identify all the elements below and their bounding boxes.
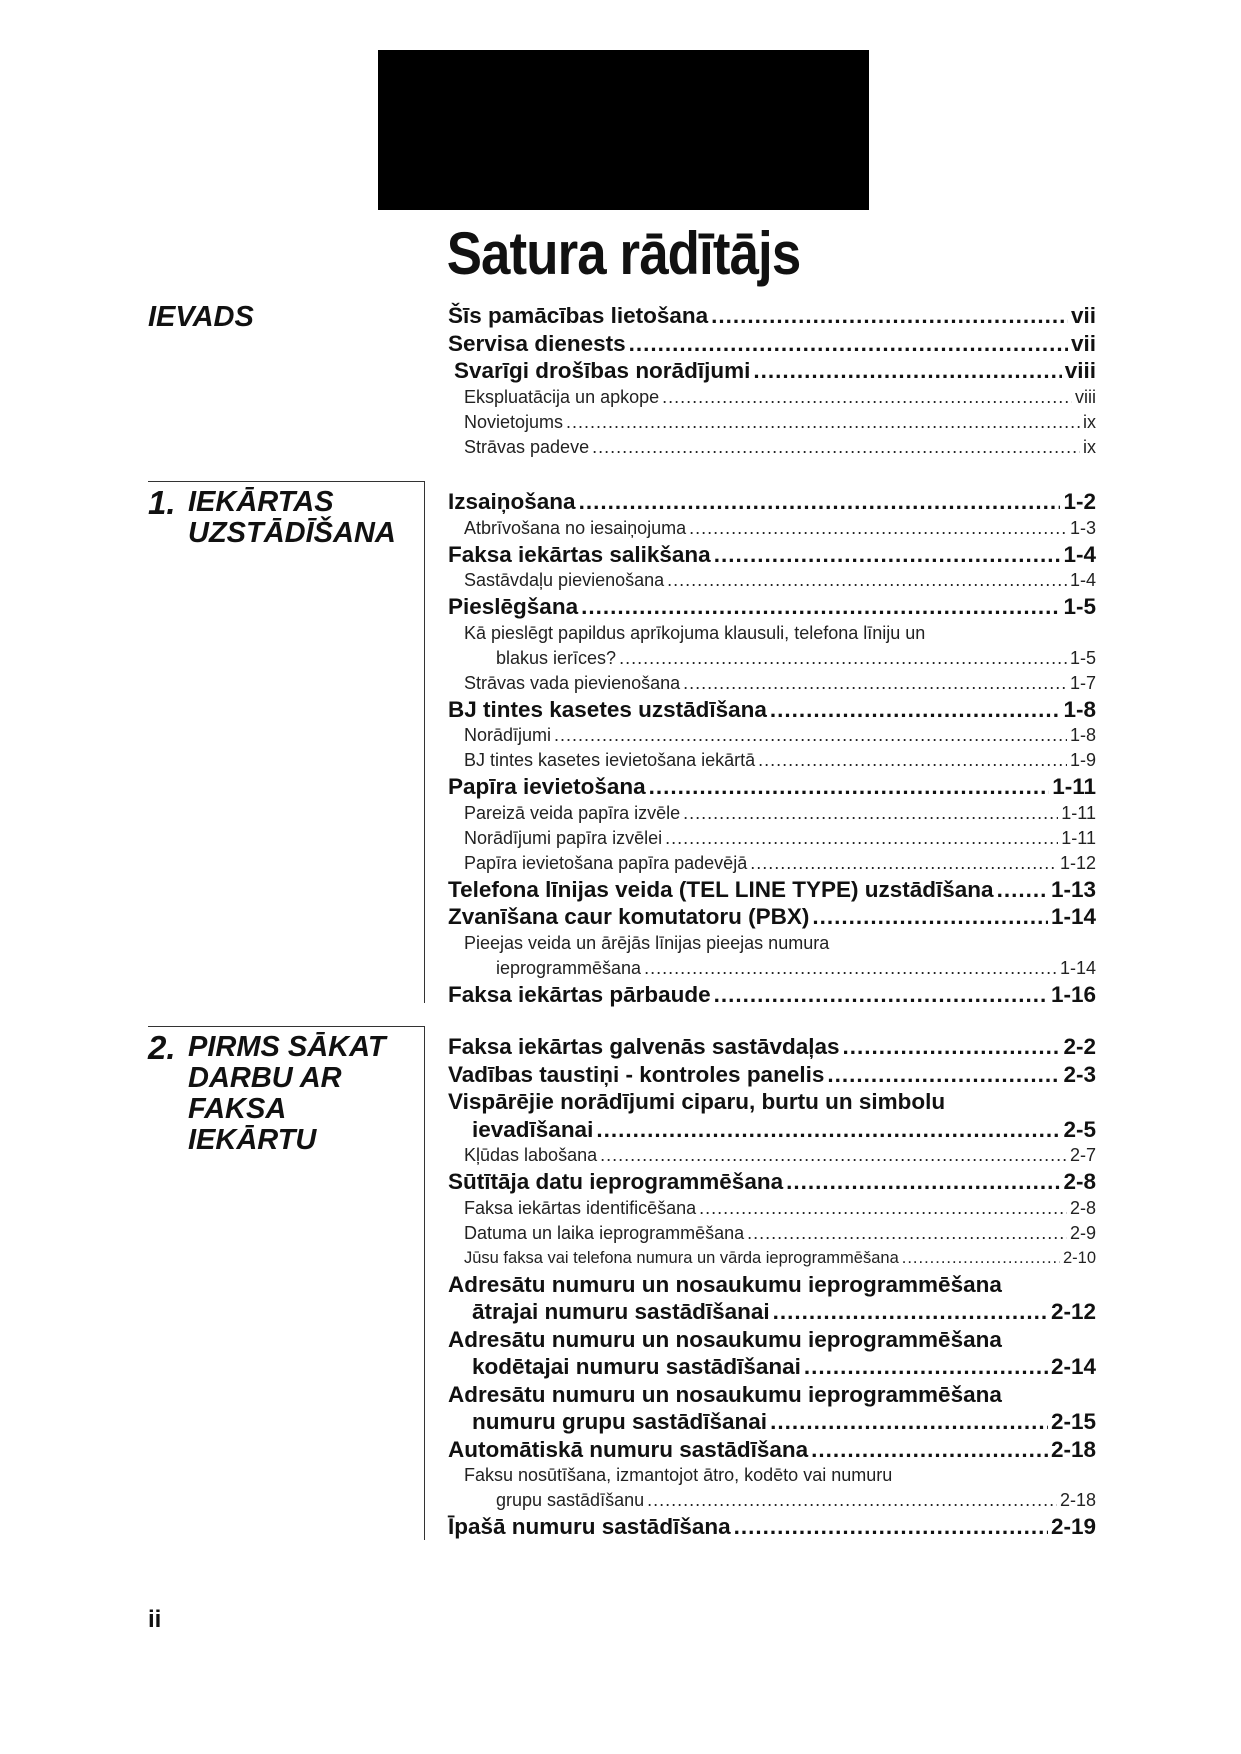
toc-entry-title-cont: numuru grupu sastādīšanai xyxy=(472,1409,768,1434)
toc-entry-page: viii xyxy=(1064,358,1096,383)
toc-entry-page: viii xyxy=(1075,386,1096,407)
toc-entry-title: Adresātu numuru un nosaukumu ieprogrammēšana xyxy=(448,1381,1002,1407)
toc-leader-dots xyxy=(773,1298,1048,1326)
toc-entry xyxy=(448,1463,1096,1513)
toc-entry-title: Telefona līnijas veida (TEL LINE TYPE) uzstādīšana xyxy=(448,876,994,902)
toc-section-ievads xyxy=(448,302,1096,460)
toc-leader-dots xyxy=(997,876,1048,904)
toc-entry-title: Faksa iekārtas identificēšana xyxy=(464,1197,697,1218)
toc-entry-page: 2-18 xyxy=(1050,1436,1096,1462)
toc-entry-page: 2-5 xyxy=(1063,1116,1096,1142)
toc-entry xyxy=(448,1168,1096,1196)
toc-entry-title: Papīra ievietošana papīra padevējā xyxy=(464,852,748,873)
toc-entry-title: Faksu nosūtīšana, izmantojot ātro, kodēto vai numuru xyxy=(464,1465,893,1485)
toc-entry-title: BJ tintes kasetes ievietošana iekārtā xyxy=(464,750,756,770)
toc-entry-title: Pieejas veida un ārējās līnijas pieejas numura xyxy=(464,932,830,953)
toc-entry-title: Faksa iekārtas salikšana xyxy=(448,541,711,567)
toc-entry xyxy=(448,826,1096,851)
toc-leader-dots xyxy=(714,541,1061,569)
toc-entry xyxy=(448,931,1096,981)
toc-entry-page: 1-8 xyxy=(1063,696,1096,722)
toc-leader-dots xyxy=(758,748,1067,773)
toc-entry-title: Izsaiņošana xyxy=(448,489,576,514)
section-divider-1 xyxy=(148,481,425,482)
toc-entry-title: Novietojums xyxy=(464,411,564,432)
toc-entry xyxy=(448,1513,1096,1541)
toc-entry-title: Atbrīvošana no iesaiņojuma xyxy=(464,517,687,538)
toc-leader-dots xyxy=(827,1061,1060,1089)
toc-entry-title: BJ tintes kasetes uzstādīšana xyxy=(448,696,767,722)
toc-entry-title: Vispārējie norādījumi ciparu, burtu un simbolu xyxy=(448,1089,946,1114)
section-title-line: IEKĀRTAS xyxy=(188,486,334,518)
toc-entry-title: Pieslēgšana xyxy=(448,594,579,619)
toc-entry xyxy=(448,1033,1096,1061)
section-label-2 xyxy=(148,1029,386,1156)
section-number-1: 1. xyxy=(148,484,176,521)
toc-entry-page: 2-8 xyxy=(1063,1169,1096,1194)
toc-leader-dots xyxy=(804,1353,1048,1381)
toc-entry-title: Papīra ievietošana xyxy=(448,774,646,799)
toc-entry xyxy=(448,621,1096,671)
toc-entry-title: Zvanīšana caur komutatoru (PBX) xyxy=(448,904,810,929)
toc-leader-dots xyxy=(734,1513,1048,1541)
toc-entry-title-cont: ieprogrammēšana xyxy=(496,957,642,978)
section-title-line: PIRMS SĀKAT xyxy=(188,1031,386,1063)
toc-entry xyxy=(448,1061,1096,1089)
toc-entry-title: Šīs pamācības lietošana xyxy=(448,303,709,328)
toc-entry-page: 1-4 xyxy=(1069,570,1096,590)
toc-entry-page: 2-18 xyxy=(1059,1490,1096,1510)
toc-leader-dots xyxy=(662,385,1072,410)
toc-entry xyxy=(448,876,1096,904)
toc-entry-page: 1-11 xyxy=(1061,827,1096,848)
toc-leader-dots xyxy=(683,671,1067,696)
toc-entry-page: 1-14 xyxy=(1059,957,1096,978)
toc-entry-page: 2-7 xyxy=(1069,1145,1096,1165)
toc-leader-dots xyxy=(699,1196,1067,1221)
toc-entry-title: Kā pieslēgt papildus aprīkojuma klausuli, telefona līniju un xyxy=(464,622,926,643)
toc-entry xyxy=(448,1088,1096,1143)
toc-entry-title-cont: ievadīšanai xyxy=(472,1116,594,1142)
toc-leader-dots xyxy=(644,956,1057,981)
section-divider-2 xyxy=(148,1026,425,1027)
toc-leader-dots xyxy=(811,1436,1048,1464)
toc-entry-title: Kļūdas labošana xyxy=(464,1145,598,1165)
toc-entry-title: Jūsu faksa vai telefona numura un vārda ieprogrammēšana xyxy=(464,1248,899,1267)
toc-entry-page: 1-12 xyxy=(1059,852,1096,873)
toc-entry-page: 2-19 xyxy=(1050,1514,1096,1539)
toc-leader-dots xyxy=(689,516,1067,541)
toc-entry xyxy=(448,1436,1096,1464)
toc-leader-dots xyxy=(902,1246,1060,1271)
toc-entry-page: 1-7 xyxy=(1069,672,1096,693)
toc-entry xyxy=(448,568,1096,593)
toc-leader-dots xyxy=(843,1033,1061,1061)
toc-entry-page: 2-8 xyxy=(1069,1197,1096,1218)
toc-entry xyxy=(448,723,1096,748)
toc-entry-page: 1-8 xyxy=(1069,725,1096,745)
toc-entry-page: 2-10 xyxy=(1062,1248,1096,1267)
toc-leader-dots xyxy=(579,488,1061,516)
toc-leader-dots xyxy=(665,826,1058,851)
toc-entry-title: Svarīgi drošības norādījumi xyxy=(454,358,751,383)
toc-entry-page: vii xyxy=(1070,330,1096,356)
section-label-1 xyxy=(148,484,396,549)
section-vertical-rule-2 xyxy=(424,1026,425,1540)
section-title-line: DARBU AR xyxy=(188,1062,342,1094)
toc-entry-page: 1-4 xyxy=(1063,541,1096,567)
toc-entry xyxy=(448,541,1096,569)
toc-entry-page: ix xyxy=(1083,436,1096,457)
toc-entry-page: 1-14 xyxy=(1050,904,1096,929)
toc-section-1 xyxy=(448,488,1096,1008)
toc-entry-page: 1-2 xyxy=(1063,489,1096,514)
toc-entry-title: Adresātu numuru un nosaukumu ieprogrammēšana xyxy=(448,1326,1002,1352)
toc-leader-dots xyxy=(753,357,1061,385)
section-label-ievads: IEVADS xyxy=(148,301,254,333)
toc-entry-title-cont: kodētajai numuru sastādīšanai xyxy=(472,1354,801,1379)
toc-entry xyxy=(448,748,1096,773)
toc-entry xyxy=(448,1196,1096,1221)
toc-entry xyxy=(448,1381,1096,1436)
section-title-line: UZSTĀDĪŠANA xyxy=(188,517,396,549)
toc-leader-dots xyxy=(647,1488,1057,1513)
toc-entry-title: Norādījumi xyxy=(464,725,552,745)
toc-entry-page: 1-11 xyxy=(1052,774,1096,799)
toc-leader-dots xyxy=(619,646,1067,671)
toc-entry xyxy=(448,410,1096,435)
page-number: ii xyxy=(148,1606,162,1633)
toc-entry-title: Strāvas vada pievienošana xyxy=(464,672,681,693)
toc-entry xyxy=(448,1271,1096,1326)
toc-leader-dots xyxy=(592,435,1080,460)
toc-entry-title: Automātiskā numuru sastādīšana xyxy=(448,1436,809,1462)
toc-leader-dots xyxy=(747,1221,1067,1246)
toc-leader-dots xyxy=(629,330,1068,358)
toc-leader-dots xyxy=(581,593,1060,621)
toc-entry xyxy=(448,302,1096,330)
toc-entry-title: Servisa dienests xyxy=(448,330,626,356)
toc-entry-title: Vadības taustiņi - kontroles panelis xyxy=(448,1061,825,1087)
toc-entry-page: 1-5 xyxy=(1063,594,1096,619)
toc-entry-title-cont: blakus ierīces? xyxy=(496,647,617,668)
toc-entry-page: ix xyxy=(1083,411,1096,432)
toc-entry-title: Īpašā numuru sastādīšana xyxy=(448,1514,731,1539)
toc-leader-dots xyxy=(714,981,1048,1009)
toc-entry xyxy=(448,516,1096,541)
toc-leader-dots xyxy=(596,1116,1060,1144)
header-black-banner xyxy=(378,50,869,210)
toc-entry-page: 2-12 xyxy=(1050,1299,1096,1324)
toc-entry xyxy=(448,903,1096,931)
section-number-2: 2. xyxy=(148,1029,176,1066)
toc-entry-title: Datuma un laika ieprogrammēšana xyxy=(464,1222,745,1243)
toc-entry xyxy=(448,593,1096,621)
toc-entry xyxy=(448,1221,1096,1246)
toc-entry xyxy=(448,801,1096,826)
toc-entry-page: 1-9 xyxy=(1069,750,1096,770)
toc-entry-title: Sastāvdaļu pievienošana xyxy=(464,570,665,590)
toc-leader-dots xyxy=(600,1143,1067,1168)
toc-leader-dots xyxy=(554,723,1067,748)
toc-entry-title: Pareizā veida papīra izvēle xyxy=(464,802,681,823)
toc-entry xyxy=(448,435,1096,460)
toc-entry xyxy=(448,385,1096,410)
toc-entry-title: Ekspluatācija un apkope xyxy=(464,386,660,407)
section-title-line: FAKSA xyxy=(188,1093,287,1125)
toc-entry xyxy=(448,1246,1096,1271)
toc-leader-dots xyxy=(786,1168,1060,1196)
page-title: Satura rādītājs xyxy=(446,220,801,287)
toc-entry-page: 1-16 xyxy=(1050,981,1096,1007)
toc-entry-page: vii xyxy=(1070,303,1096,328)
toc-entry-page: 1-5 xyxy=(1069,647,1096,668)
toc-leader-dots xyxy=(566,410,1080,435)
toc-entry xyxy=(448,1326,1096,1381)
toc-entry-page: 1-13 xyxy=(1050,876,1096,902)
toc-entry xyxy=(448,1143,1096,1168)
toc-entry-page: 1-11 xyxy=(1061,802,1096,823)
toc-entry-page: 2-9 xyxy=(1069,1222,1096,1243)
section-title-line: IEKĀRTU xyxy=(188,1124,317,1156)
toc-entry xyxy=(448,696,1096,724)
toc-entry xyxy=(448,330,1096,358)
toc-entry-title: Faksa iekārtas galvenās sastāvdaļas xyxy=(448,1034,840,1059)
toc-entry-page: 1-3 xyxy=(1069,517,1096,538)
toc-leader-dots xyxy=(770,696,1061,724)
toc-entry-title: Norādījumi papīra izvēlei xyxy=(464,827,663,848)
toc-entry xyxy=(448,488,1096,516)
toc-entry xyxy=(448,357,1096,385)
toc-section-2 xyxy=(448,1033,1096,1541)
toc-entry-title: Sūtītāja datu ieprogrammēšana xyxy=(448,1169,784,1194)
toc-leader-dots xyxy=(750,851,1057,876)
toc-entry-title: Faksa iekārtas pārbaude xyxy=(448,981,711,1007)
toc-leader-dots xyxy=(770,1408,1048,1436)
toc-entry xyxy=(448,981,1096,1009)
toc-leader-dots xyxy=(683,801,1058,826)
toc-leader-dots xyxy=(711,302,1068,330)
toc-entry-page: 2-3 xyxy=(1063,1061,1096,1087)
toc-entry-title-cont: grupu sastādīšanu xyxy=(496,1490,645,1510)
toc-entry xyxy=(448,671,1096,696)
toc-leader-dots xyxy=(649,773,1050,801)
section-vertical-rule-1 xyxy=(424,481,425,1003)
toc-entry-page: 2-2 xyxy=(1063,1034,1096,1059)
toc-leader-dots xyxy=(812,903,1048,931)
toc-entry-page: 2-14 xyxy=(1050,1354,1096,1379)
toc-entry xyxy=(448,773,1096,801)
toc-entry xyxy=(448,851,1096,876)
toc-entry-page: 2-15 xyxy=(1050,1409,1096,1434)
toc-leader-dots xyxy=(667,568,1067,593)
toc-entry-title: Strāvas padeve xyxy=(464,436,590,457)
toc-entry-title: Adresātu numuru un nosaukumu ieprogrammēšana xyxy=(448,1271,1002,1297)
toc-entry-title-cont: ātrajai numuru sastādīšanai xyxy=(472,1299,770,1324)
